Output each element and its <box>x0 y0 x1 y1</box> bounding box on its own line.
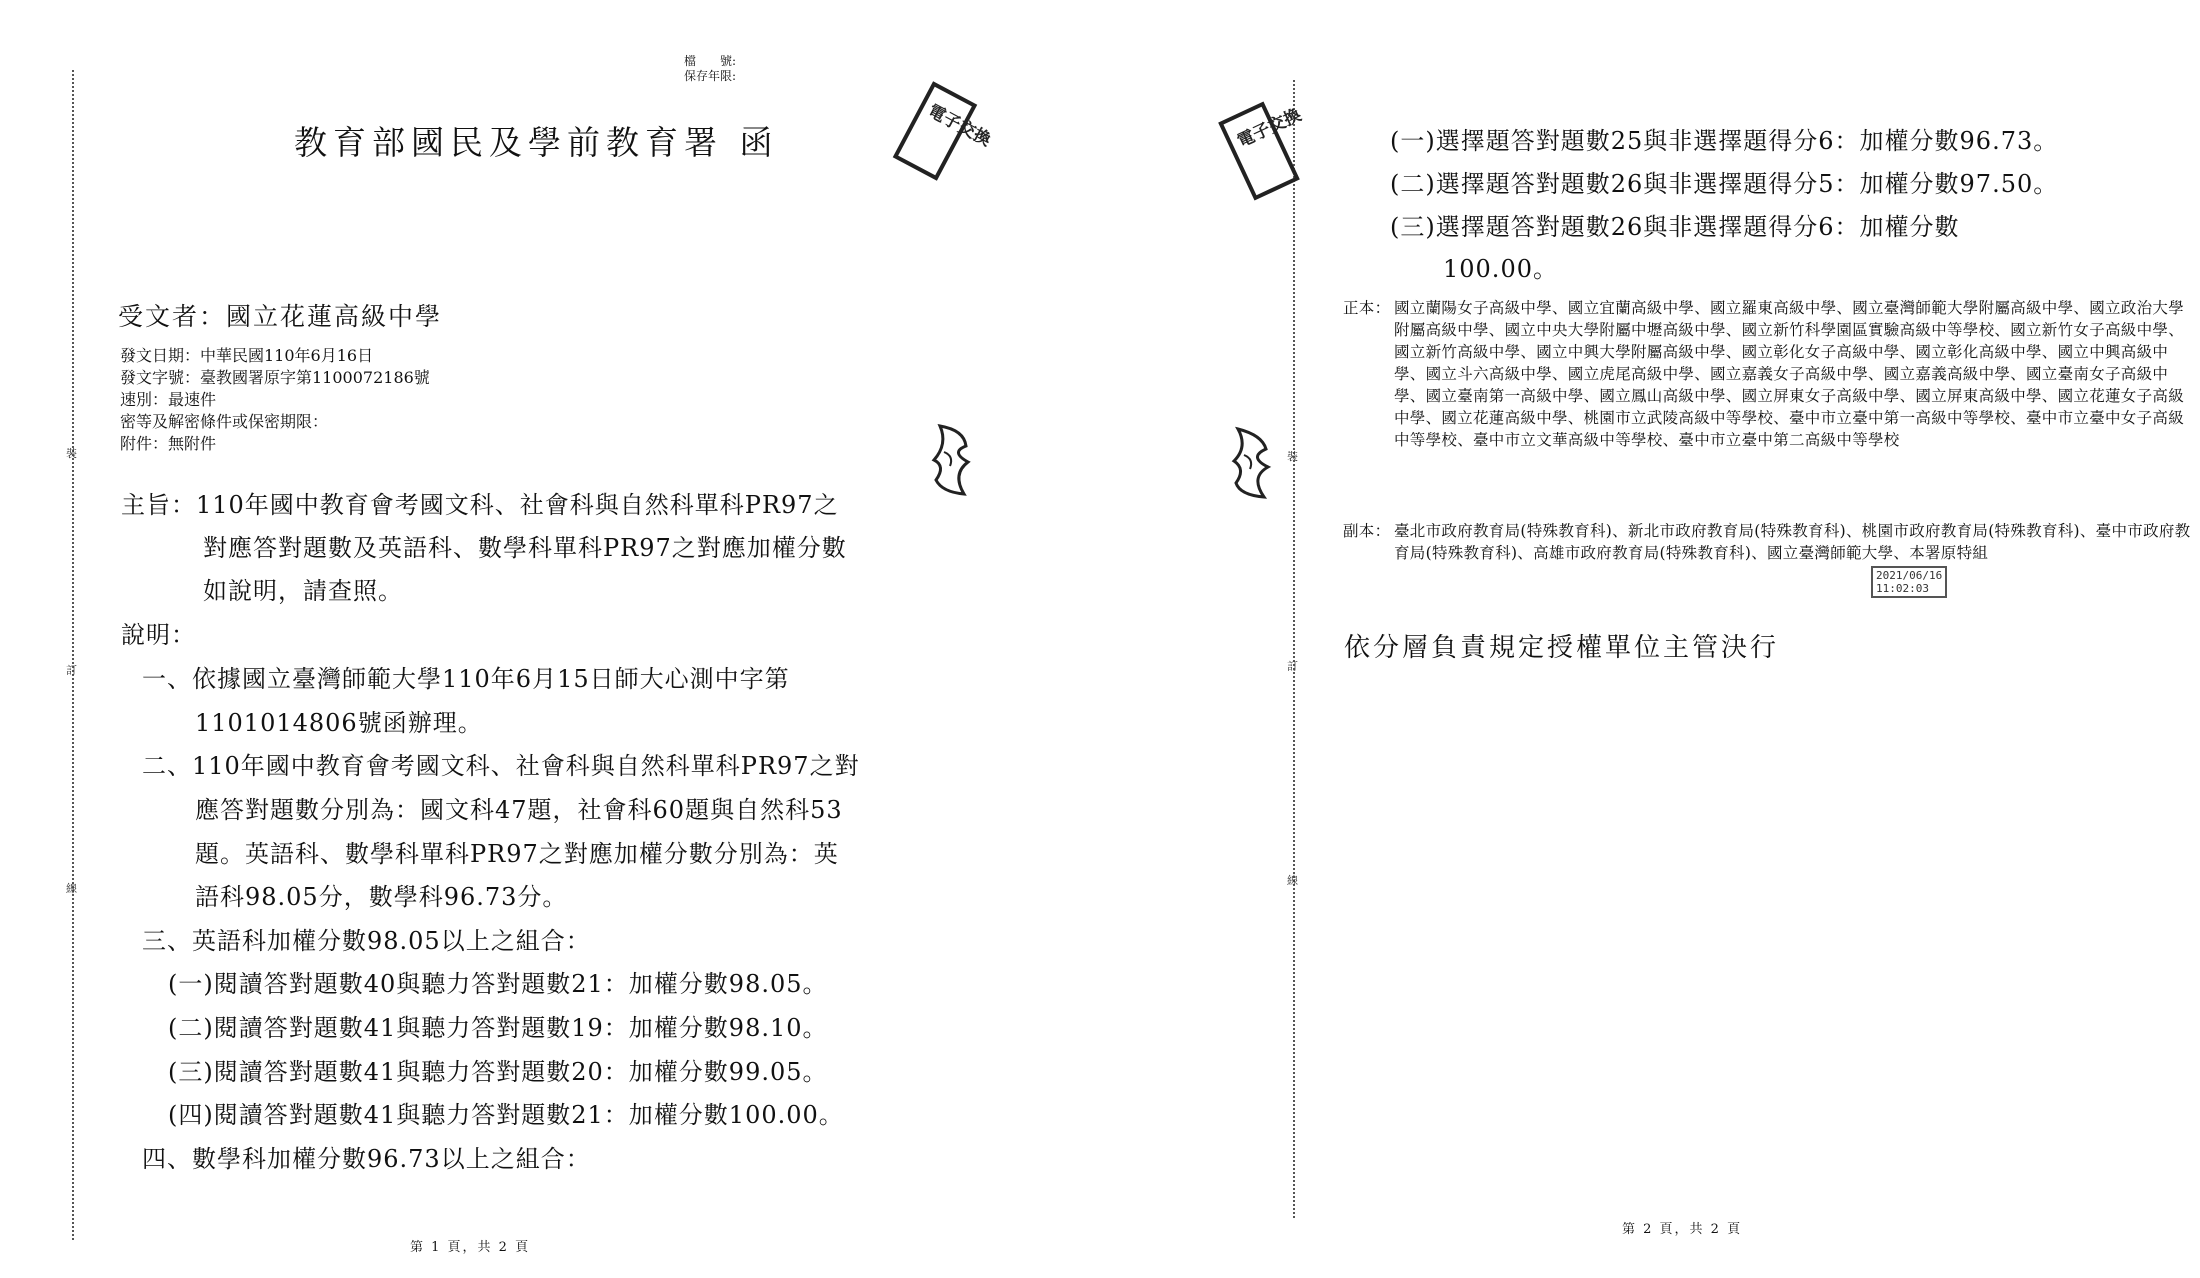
binding-mark-mid: 訂 <box>66 664 77 677</box>
binding-mark-top: 裝 <box>1287 450 1298 463</box>
cc-label: 正本： <box>1343 299 1391 317</box>
issue-date: 發文日期：中華民國110年6月16日 <box>120 346 374 365</box>
copy-label: 副本： <box>1343 522 1391 540</box>
secrecy-level: 密等及解密條件或保密期限： <box>120 412 329 431</box>
item-3-line-1: 三、英語科加權分數98.05以上之組合： <box>142 927 591 955</box>
electronic-exchange-seal <box>904 82 995 180</box>
recipient: 受文者：國立花蓮高級中學 <box>118 302 443 331</box>
document-page-2 <box>1100 0 2200 1278</box>
subject-line-3: 如說明，請查照。 <box>203 577 403 605</box>
document-meta <box>120 345 430 455</box>
perforation-seal <box>1230 425 1272 503</box>
item-3-sub-2: (二)閱讀答對題數41與聽力答對題數19：加權分數98.10。 <box>168 1014 828 1042</box>
item-3-sub-1: (一)閱讀答對題數40與聽力答對題數21：加權分數98.05。 <box>168 970 828 998</box>
document-number: 發文字號：臺教國署原字第1100072186號 <box>120 368 430 387</box>
item-2-line-3: 題。英語科、數學科單科PR97之對應加權分數分別為：英 <box>195 840 839 868</box>
retention-label: 保存年限: <box>684 69 737 83</box>
item-1-line-2: 1101014806號函辦理。 <box>195 709 483 737</box>
electronic-exchange-seal <box>1228 102 1305 200</box>
page-footer: 第 2 頁，共 2 頁 <box>1622 1222 1743 1237</box>
stamp-date: 2021/06/16 <box>1876 569 1943 582</box>
item-1-line-1: 一、依據國立臺灣師範大學110年6月15日師大心測中字第 <box>142 665 790 693</box>
perforation-seal <box>930 422 972 500</box>
item-2-line-1: 二、110年國中教育會考國文科、社會科與自然科單科PR97之對 <box>142 752 860 780</box>
seal-text: 電子交換 <box>1234 105 1305 152</box>
binding-line <box>1293 80 1295 1218</box>
file-number-label: 檔 號: <box>684 54 737 68</box>
binding-mark-top: 裝 <box>66 447 77 460</box>
math-combo-1: (一)選擇題答對題數25與非選擇題得分6：加權分數96.73。 <box>1390 127 2059 155</box>
page-footer: 第 1 頁，共 2 頁 <box>410 1240 531 1255</box>
attachment-info: 附件：無附件 <box>120 434 217 453</box>
math-combo-2: (二)選擇題答對題數26與非選擇題得分5：加權分數97.50。 <box>1390 170 2059 198</box>
authorization-statement: 依分層負責規定授權單位主管決行 <box>1344 633 1780 663</box>
binding-mark-mid: 訂 <box>1287 660 1298 673</box>
exchange-date-stamp <box>1871 566 1947 598</box>
item-3-sub-3: (三)閱讀答對題數41與聽力答對題數20：加權分數99.05。 <box>168 1058 828 1086</box>
item-4-line-1: 四、數學科加權分數96.73以上之組合： <box>142 1145 591 1173</box>
math-combo-3-line-2: 100.00。 <box>1443 255 1558 283</box>
math-combo-3-line-1: (三)選擇題答對題數26與非選擇題得分6：加權分數 <box>1390 213 1960 241</box>
speed-class: 速別：最速件 <box>120 390 217 409</box>
item-2-line-4: 語科98.05分，數學科96.73分。 <box>195 883 568 911</box>
explanation-label: 說明： <box>121 621 196 649</box>
subject-line-1: 主旨：110年國中教育會考國文科、社會科與自然科單科PR97之 <box>121 491 839 519</box>
binding-mark-bottom: 線 <box>1287 874 1298 887</box>
document-title: 教育部國民及學前教育署 函 <box>294 123 779 162</box>
binding-line <box>72 70 74 1240</box>
item-3-sub-4: (四)閱讀答對題數41與聽力答對題數21：加權分數100.00。 <box>168 1101 844 1129</box>
subject-line-2: 對應答對題數及英語科、數學科單科PR97之對應加權分數 <box>203 534 847 562</box>
cc-recipients: 國立蘭陽女子高級中學、國立宜蘭高級中學、國立羅東高級中學、國立臺灣師範大學附屬高級中學、國立政治大學附屬高級中學、國立中央大學附屬中壢高級中學、國立新竹科學園區實驗高級中等學校、國立新竹女子高級中學、國立新竹高級中學、國立中興大學附屬高級中學、國立彰化女子高級中學、國立彰化高級中學、國立中興高級中學、國立斗六高級中學、國立虎尾高級中學、國立嘉義女子高級中學、國立嘉義高級中學、國立臺南女子高級中學、國立臺南第一高級中學、國立鳳山高級中學、國立屏東女子高級中學、國立屏東高級中學、國立花蓮女子高級中學、國立花蓮高級中學、桃園市立武陵高級中等學校、臺中市立臺中第一高級中等學校、臺中市立臺中女子高級中等學校、臺中市立文華高級中等學校、臺中市立臺中第二高級中等學校 <box>1394 299 2185 449</box>
seal-text: 電子交換 <box>924 101 995 151</box>
item-2-line-2: 應答對題數分別為：國文科47題，社會科60題與自然科53 <box>195 796 843 824</box>
stamp-time: 11:02:03 <box>1876 582 1929 595</box>
binding-mark-bottom: 線 <box>66 882 77 895</box>
archive-info <box>684 54 736 84</box>
copy-recipients: 臺北市政府教育局(特殊教育科)、新北市政府教育局(特殊教育科)、桃園市政府教育局(特殊教育科)、臺中市政府教育局(特殊教育科)、高雄市政府教育局(特殊教育科)、國立臺灣師範大學、本署原特組 <box>1394 522 2191 562</box>
